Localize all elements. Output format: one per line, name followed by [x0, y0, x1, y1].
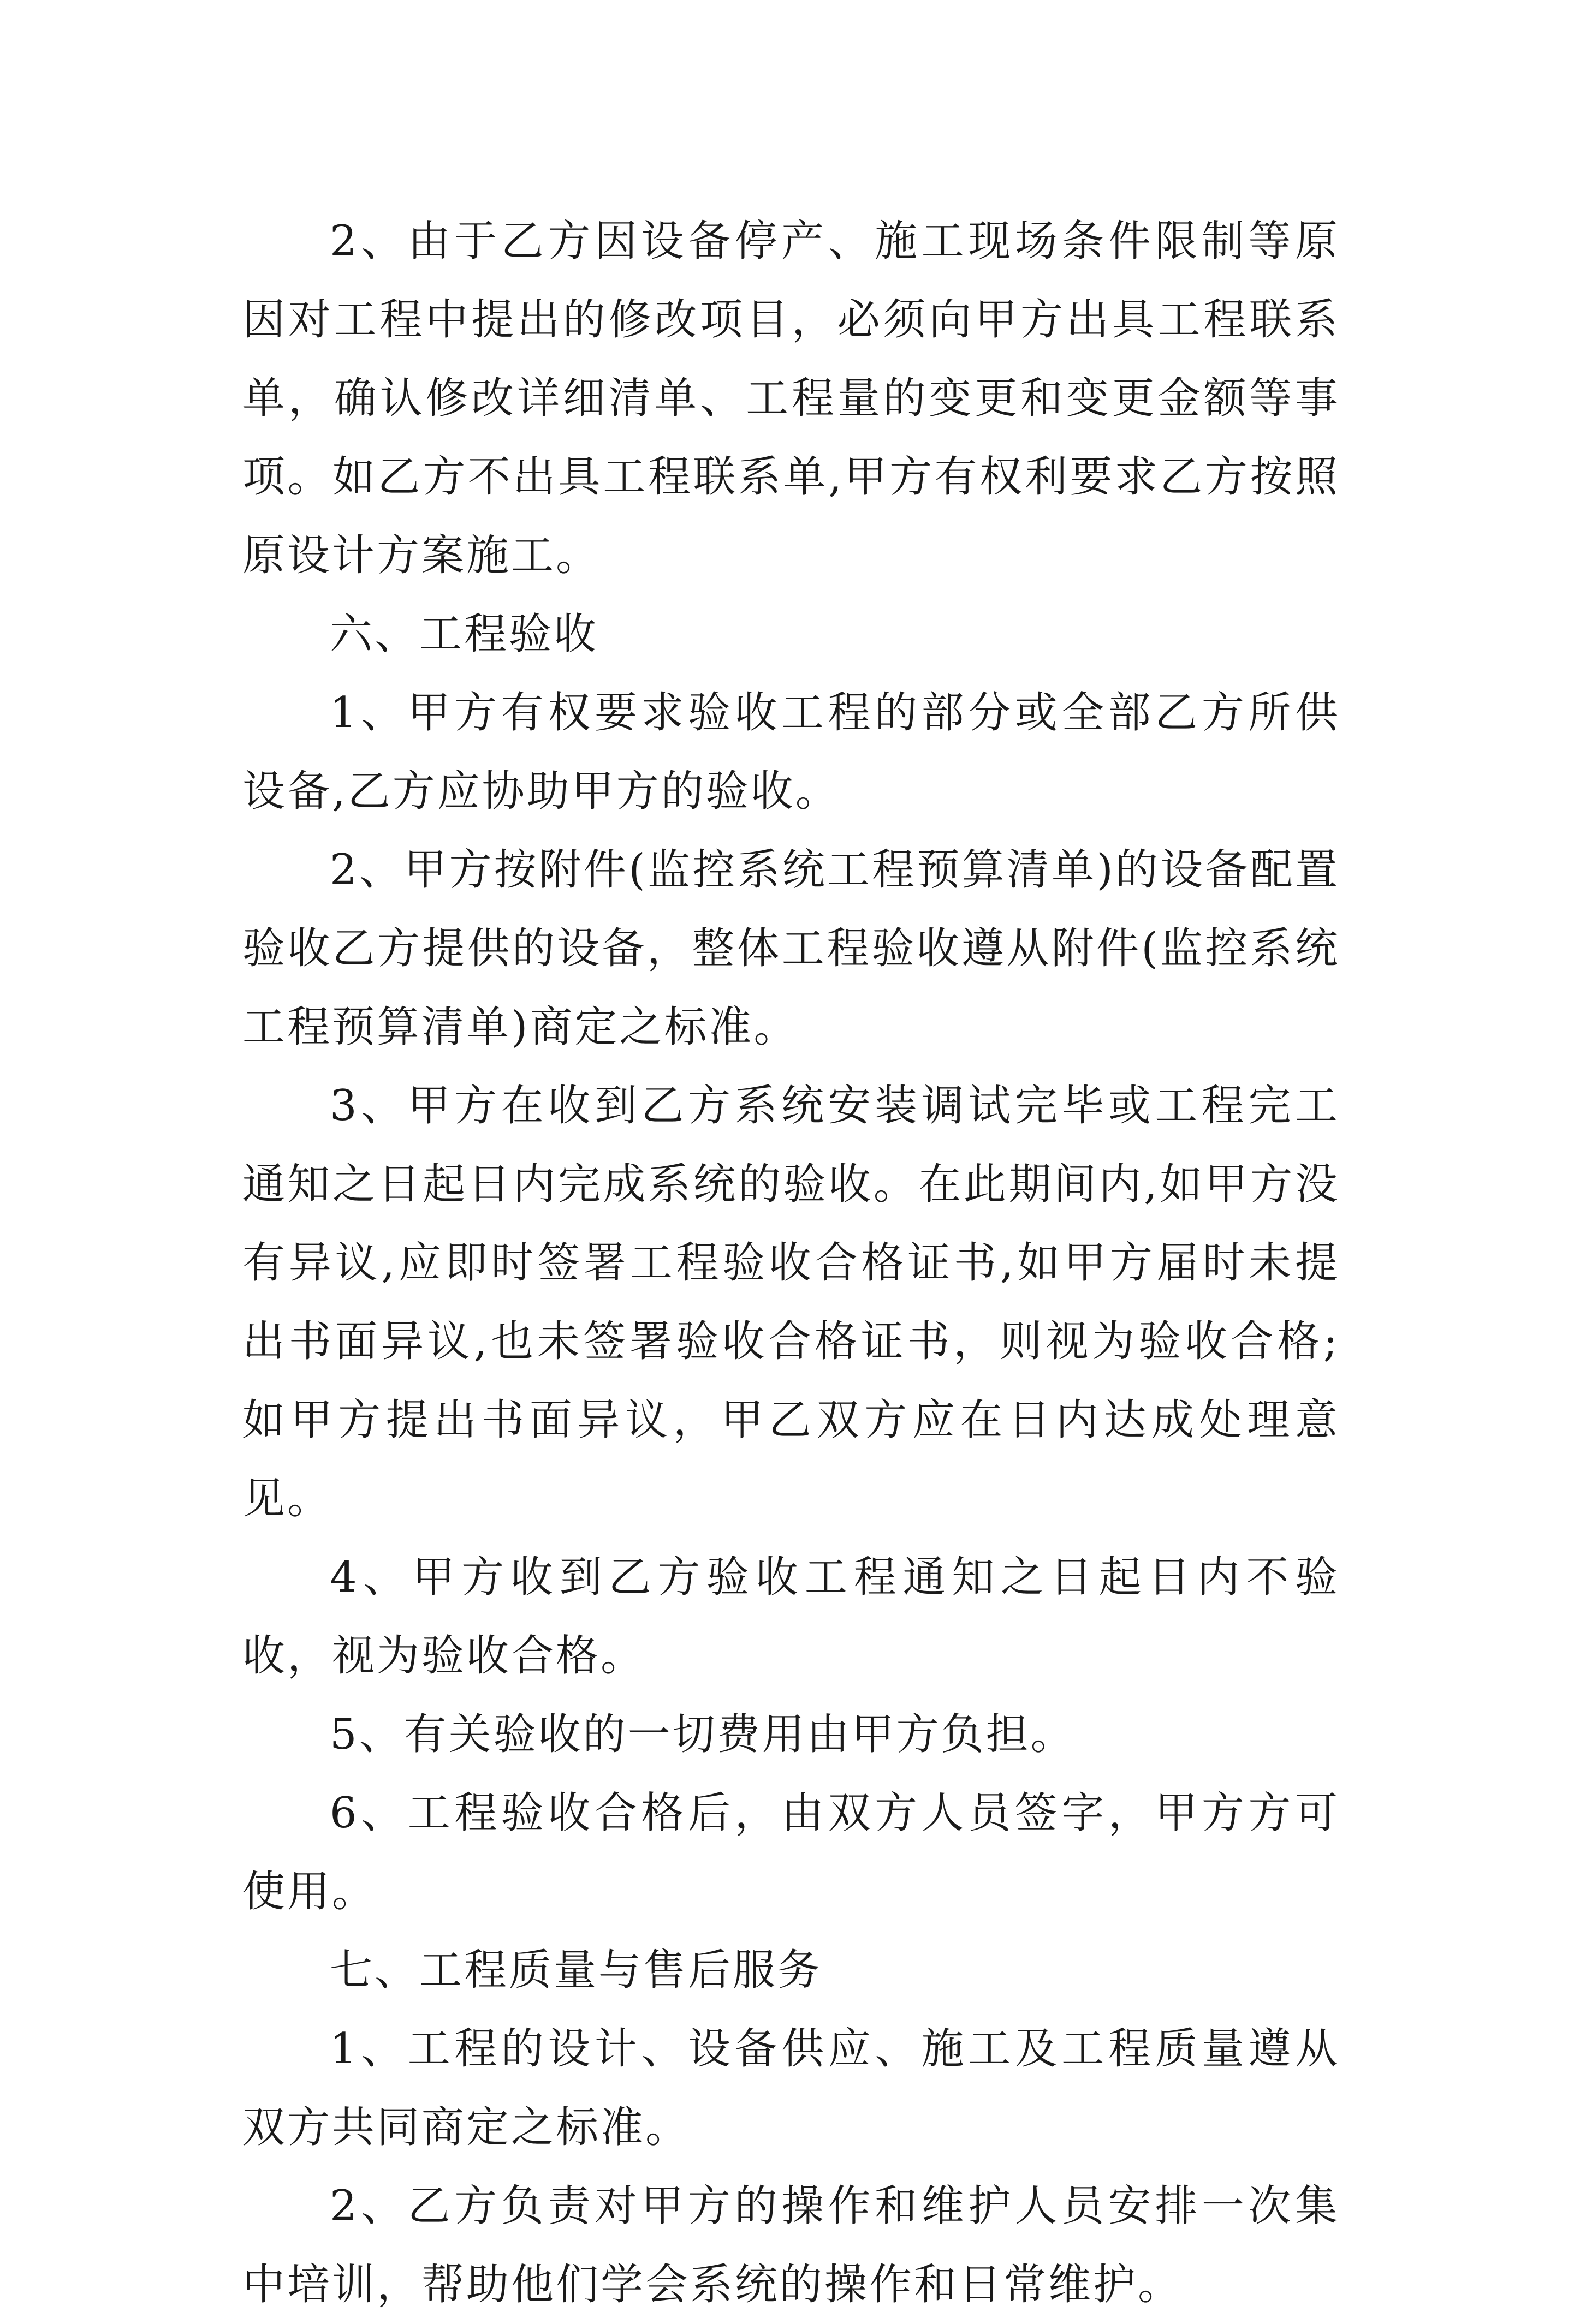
paragraph-clause-6-3: 3、甲方在收到乙方系统安装调试完毕或工程完工通知之日起日内完成系统的验收。在此期间内,如甲方没有异议,应即时签署工程验收合格证书,如甲方届时未提出书面异议,也未签署验收合格证书，则视为验收合格;如甲方提出书面异议，甲乙双方应在日内达成处理意见。 — [242, 1081, 1340, 1523]
section-heading-acceptance: 六、工程验收 — [330, 610, 599, 659]
document-body — [242, 202, 1340, 2324]
section-heading-quality-service: 七、工程质量与售后服务 — [330, 1946, 823, 1995]
paragraph-clause-6-5: 5、有关验收的一切费用由甲方负担。 — [330, 1710, 1076, 1759]
paragraph-clause-6-6: 6、工程验收合格后，由双方人员签字，甲方方可使用。 — [242, 1789, 1340, 1916]
paragraph-clause-6-2: 2、甲方按附件(监控系统工程预算清单)的设备配置验收乙方提供的设备，整体工程验收遵从附件(监控系统工程预算清单)商定之标准。 — [242, 845, 1340, 1052]
paragraph-clause-6-4: 4、甲方收到乙方验收工程通知之日起日内不验收，视为验收合格。 — [242, 1553, 1340, 1681]
paragraph-clause-5-2: 2、由于乙方因设备停产、施工现场条件限制等原因对工程中提出的修改项目，必须向甲方出具工程联系单，确认修改详细清单、工程量的变更和变更金额等事项。如乙方不出具工程联系单,甲方有权利要求乙方按照原设计方案施工。 — [242, 217, 1340, 580]
paragraph-clause-7-2: 2、乙方负责对甲方的操作和维护人员安排一次集中培训，帮助他们学会系统的操作和日常维护。 — [242, 2182, 1340, 2309]
paragraph-clause-6-1: 1、甲方有权要求验收工程的部分或全部乙方所供设备,乙方应协助甲方的验收。 — [242, 688, 1340, 816]
paragraph-clause-7-1: 1、工程的设计、设备供应、施工及工程质量遵从双方共同商定之标准。 — [242, 2024, 1340, 2152]
